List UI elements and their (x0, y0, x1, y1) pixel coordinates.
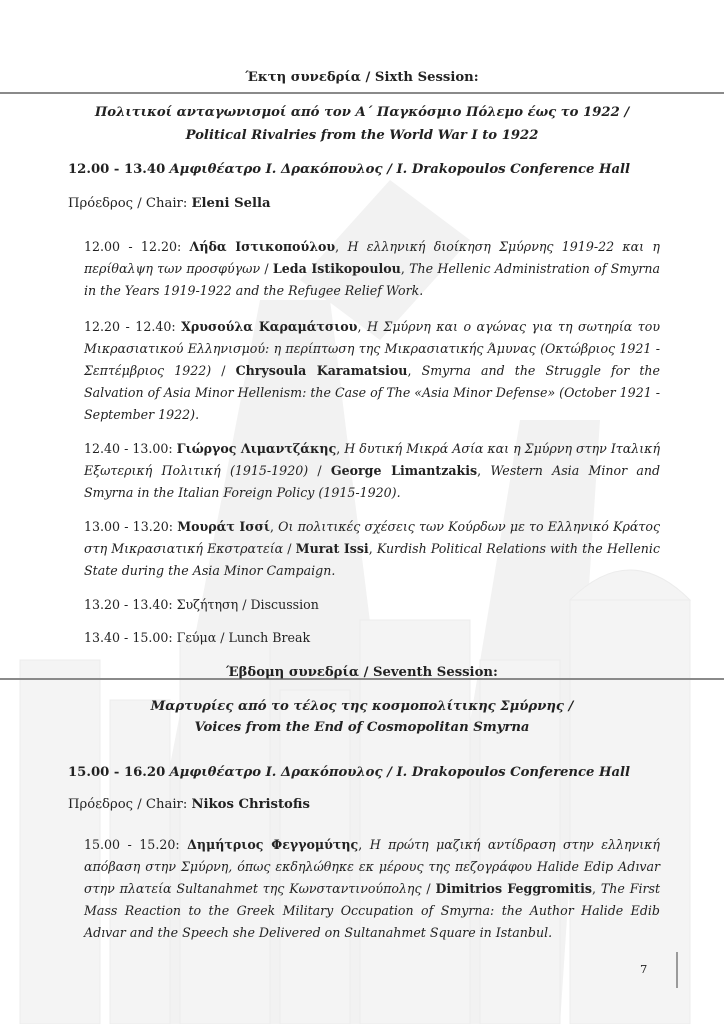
speaker-english: Chrysoula Karamatsiou (235, 363, 408, 378)
talk-time: 15.00 - 15.20: (84, 837, 180, 852)
session-chair (68, 196, 660, 211)
speaker-english: Murat Issi (295, 541, 369, 556)
chair-label: Πρόεδρος / Chair: (68, 797, 188, 812)
talk-title-english: The First Mass Reaction to the Greek Military Occupation of Smyrna: the Author Halide Edib Adıvar and the Speech she Delivered on Sultanahmet Square in Istanbul. (84, 881, 661, 940)
talk-title-greek: Οι πολιτικές σχέσεις των Κούρδων με το Ελληνικό Κράτος στη Μικρασιατική Εκστρατεία (84, 519, 660, 556)
talk-title-english: Western Asia Minor and Smyrna in the Italian Foreign Policy (1915-1920). (84, 463, 661, 500)
talk-entry: 12.20 - 12.40: Χρυσούλα Καραμάτσιου, Η Σμύρνη και ο αγώνας για τη σωτηρία του Μικρασιατικού Ελληνισμού: η περίπτωση της Μικρασιατικής Άμυνας (Οκτώβριος 1921 - Σεπτέμβριος 1922) / Chrysoula Karamatsiou, Smyrna and the Struggle for the Salvation of Asia Minor Hellenism: the Case of The «Asia Minor Defense» (October 1921 - September 1922). (84, 319, 660, 422)
talk-title-greek: Η δυτική Μικρά Ασία και η Σμύρνη στην Ιταλική Εξωτερική Πολιτική (1915-1920) (84, 441, 660, 478)
talk-title-english: Smyrna and the Struggle for the Salvation of Asia Minor Hellenism: the Case of The «Asia Minor Defense» (October 1921 - September 1922). (84, 363, 660, 422)
chair-name: Nikos Christofis (191, 797, 310, 812)
page-number: 7 (640, 962, 648, 976)
talk-entry: 12.00 - 12.20: Λήδα Ιστικοπούλου, Η ελληνική διοίκηση Σμύρνης 1919-22 και η περίθαλψη των προσφύγων / Leda Istikopoulou, The Hellenic Administration of Smyrna in the Years 1919-1922 and the Refugee Relief Work. (84, 239, 661, 298)
session-title-greek: Μαρτυρίες από το τέλος της κοσμοπολίτικης Σμύρνης / (150, 699, 574, 714)
session-time: 12.00 - 13.40 (68, 162, 166, 177)
talk-time: 12.00 - 12.20: (84, 239, 182, 254)
chair-name: Eleni Sella (191, 196, 271, 211)
talk-time: 12.20 - 12.40: (84, 319, 176, 334)
talk-title-greek: Η πρώτη μαζική αντίδραση στην ελληνική απόβαση στην Σμύρνη, όπως εκδηλώθηκε εκ μέρους της πεζογράφου Halide Edip Adıvar στην πλατεία Sultanahmet της Κωνσταντινούπολης (84, 837, 660, 896)
session-title-greek: Πολιτικοί ανταγωνισμοί από τον Α΄ Παγκόσμιο Πόλεμο έως το 1922 / (94, 105, 630, 120)
lunch-entry: 13.40 - 15.00: Γεύμα / Lunch Break (84, 630, 311, 645)
session-time: 15.00 - 16.20 (68, 765, 166, 780)
speaker-english: Leda Istikopoulou (272, 261, 401, 276)
session-chair (68, 797, 660, 812)
session-title-english: Political Rivalries from the World War I to 1922 (185, 127, 539, 143)
talk-title-english: The Hellenic Administration of Smyrna in the Years 1919-1922 and the Refugee Relief Work. (84, 261, 661, 298)
talk-time: 13.00 - 13.20: (84, 519, 173, 534)
talk-entry: 12.40 - 13.00: Γιώργος Λιμαντζάκης, Η δυτική Μικρά Ασία και η Σμύρνη στην Ιταλική Εξωτερική Πολιτική (1915-1920) / George Limantzakis, Western Asia Minor and Smyrna in the Italian Foreign Policy (1915-1920). (84, 441, 661, 500)
session-heading: Έκτη συνεδρία / Sixth Session: (245, 70, 479, 85)
talk-title-greek: Η Σμύρνη και ο αγώνας για τη σωτηρία του Μικρασιατικού Ελληνισμού: η περίπτωση της Μικρασιατικής Άμυνας (Οκτώβριος 1921 - Σεπτέμβριος 1922) (84, 319, 660, 378)
talk-entry: 15.00 - 15.20: Δημήτριος Φεγγομύτης, Η πρώτη μαζική αντίδραση στην ελληνική απόβαση στην Σμύρνη, όπως εκδηλώθηκε εκ μέρους της πεζογράφου Halide Edip Adıvar στην πλατεία Sultanahmet της Κωνσταντινούπολης / Dimitrios Feggromitis, The First Mass Reaction to the Greek Military Occupation of Smyrna: the Author Halide Edib Adıvar and the Speech she Delivered on Sultanahmet Square in Istanbul. (84, 837, 661, 940)
session-venue: Αμφιθέατρο Ι. Δρακόπουλος / I. Drakopoulos Conference Hall (169, 162, 631, 177)
speaker-english: Dimitrios Feggromitis (435, 881, 592, 896)
speaker-greek: Λήδα Ιστικοπούλου (189, 239, 336, 254)
page-edge-bar (676, 952, 678, 988)
seventh-session-header (0, 665, 724, 680)
talk-entry: 13.00 - 13.20: Μουράτ Ισσί, Οι πολιτικές σχέσεις των Κούρδων με το Ελληνικό Κράτος στη Μικρασιατική Εκστρατεία / Murat Issi, Kurdish Political Relations with the Hellenic State during the Asia Minor Campaign. (84, 519, 661, 578)
sixth-session-title (0, 104, 724, 145)
talk-time: 12.40 - 13.00: (84, 441, 173, 456)
section-rule (0, 92, 724, 94)
speaker-greek: Μουράτ Ισσί (177, 519, 270, 534)
session-time-venue (68, 765, 660, 780)
session-title-english: Voices from the End of Cosmopolitan Smyrna (194, 719, 530, 735)
session-time-venue (68, 162, 660, 177)
speaker-english: George Limantzakis (330, 463, 478, 478)
speaker-greek: Χρυσούλα Καραμάτσιου (181, 319, 358, 334)
talk-title-greek: Η ελληνική διοίκηση Σμύρνης 1919-22 και η περίθαλψη των προσφύγων (84, 239, 660, 276)
talk-title-english: Kurdish Political Relations with the Hellenic State during the Asia Minor Campaign. (84, 541, 661, 578)
speaker-greek: Δημήτριος Φεγγομύτης (187, 837, 359, 852)
chair-label: Πρόεδρος / Chair: (68, 196, 188, 211)
speaker-greek: Γιώργος Λιμαντζάκης (176, 441, 337, 456)
sixth-session-header (0, 70, 724, 85)
session-heading: Έβδομη συνεδρία / Seventh Session: (226, 665, 498, 680)
discussion-entry: 13.20 - 13.40: Συζήτηση / Discussion (84, 597, 319, 612)
session-venue: Αμφιθέατρο Ι. Δρακόπουλος / I. Drakopoulos Conference Hall (169, 765, 631, 780)
seventh-session-title (0, 698, 724, 737)
